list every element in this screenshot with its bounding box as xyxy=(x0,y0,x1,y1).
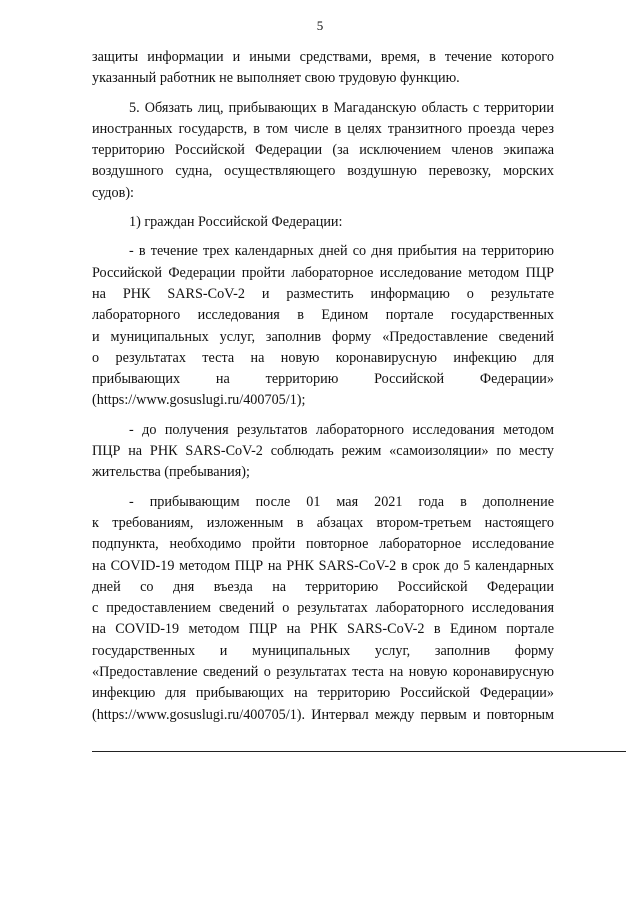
text-line: на РНК SARS-CoV-2 и разместить информацию о результате xyxy=(92,285,554,302)
text-line: указанный работник не выполняет свою трудовую функцию. xyxy=(92,70,460,87)
paragraph-bullet-1 xyxy=(92,241,554,411)
text-line: судов): xyxy=(92,184,134,201)
text-line: - в течение трех календарных дней со дня прибытия на территорию xyxy=(129,243,554,260)
text-line: к требованиям, изложенным в абзацах втором-третьем настоящего xyxy=(92,514,554,531)
text-line: жительства (пребывания); xyxy=(92,464,250,481)
text-line: ПЦР на РНК SARS-CoV-2 соблюдать режим «самоизоляции» по месту xyxy=(92,443,554,460)
paragraph-subitem-1 xyxy=(92,212,554,233)
paragraph-bullet-3 xyxy=(92,492,554,726)
text-line: - до получения результатов лабораторного исследования методом xyxy=(129,421,554,438)
text-line: прибывающих на территорию Российской Федерации» xyxy=(92,371,554,388)
text-line: с предоставлением сведений о результатах лабораторного исследования xyxy=(92,600,554,617)
text-line: воздушного судна, осуществляющего воздушную перевозку, морских xyxy=(92,163,554,180)
page-number: 5 xyxy=(316,18,324,33)
text-line: дней со дня въезда на территорию Российской Федерации xyxy=(92,578,554,595)
text-line: инфекцию для прибывающих на территорию Российской Федерации» xyxy=(92,685,554,702)
text-line: защиты информации и иными средствами, время, в течение которого xyxy=(92,49,554,65)
text-line: и муниципальных услуг, заполнив форму «Предоставление сведений xyxy=(92,328,554,345)
text-line: 1) граждан Российской Федерации: xyxy=(129,214,343,231)
text-line: лабораторного исследования в Едином портале государственных xyxy=(92,307,554,324)
page-bottom-rule xyxy=(92,751,626,752)
text-line: «Предоставление сведений о результатах теста на новую коронавирусную xyxy=(92,664,554,681)
text-line: (https://www.gosuslugi.ru/400705/1). Интервал между первым и повторным xyxy=(92,706,554,723)
text-line: (https://www.gosuslugi.ru/400705/1); xyxy=(92,392,306,409)
text-line: на COVID-19 методом ПЦР на РНК SARS-CoV-2 в Едином портале xyxy=(92,621,554,638)
text-line: территорию Российской Федерации (за исключением членов экипажа xyxy=(92,142,554,159)
paragraph-bullet-2 xyxy=(92,420,554,484)
text-line: подпункта, необходимо пройти повторное лабораторное исследование xyxy=(92,536,554,553)
text-line: государственных и муниципальных услуг, заполнив форму xyxy=(92,642,554,659)
document-body xyxy=(92,47,554,734)
text-line: Российской Федерации пройти лабораторное исследование методом ПЦР xyxy=(92,264,554,281)
text-line: на COVID-19 методом ПЦР на РНК SARS-CoV-2 в срок до 5 календарных xyxy=(92,557,554,574)
paragraph-item-5 xyxy=(92,98,554,204)
paragraph-continuation xyxy=(92,47,554,90)
text-line: иностранных государств, в том числе в целях транзитного проезда через xyxy=(92,120,554,137)
text-line: - прибывающим после 01 мая 2021 года в дополнение xyxy=(129,493,554,510)
text-line: о результатах теста на новую коронавирусную инфекцию для xyxy=(92,349,554,366)
text-line: 5. Обязать лиц, прибывающих в Магаданскую область с территории xyxy=(129,99,554,116)
